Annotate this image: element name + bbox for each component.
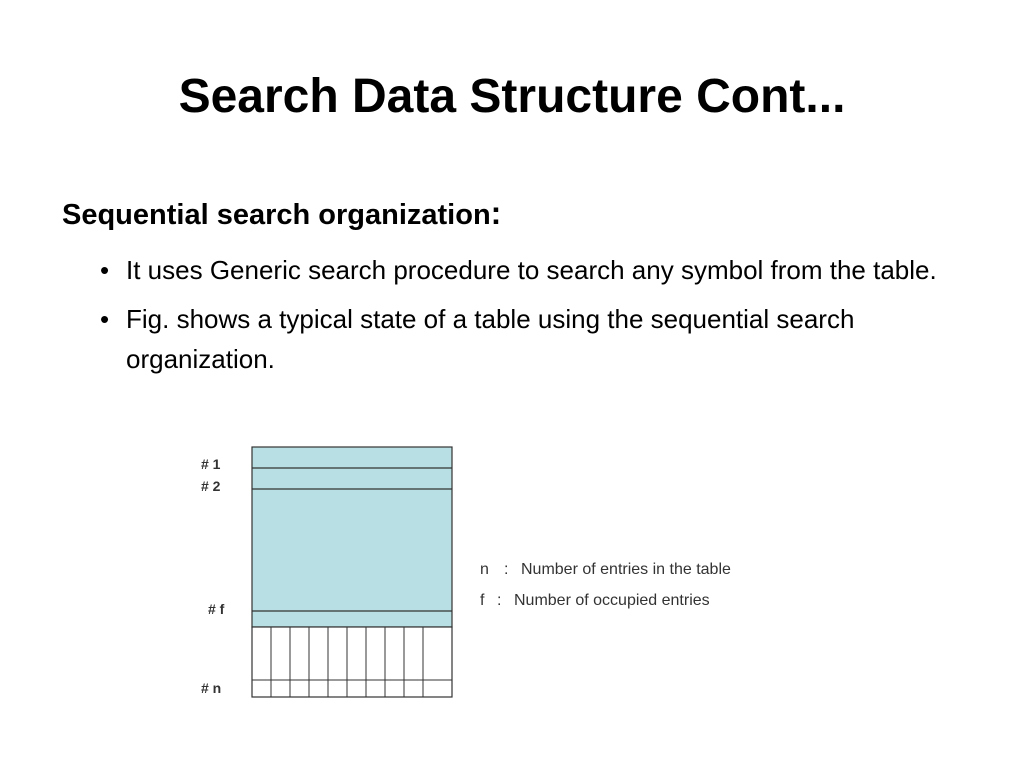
- bullet-icon: •: [100, 255, 110, 285]
- section-heading-colon: :: [490, 195, 502, 231]
- bullet-text: Fig. shows a typical state of a table using the sequential search organization.: [126, 304, 855, 374]
- bullet-list: [100, 250, 980, 388]
- table-diagram: [190, 440, 830, 710]
- legend-text: Number of entries in the table: [521, 561, 731, 578]
- legend-entry-n: [480, 561, 731, 578]
- slide-title: Search Data Structure Cont...: [178, 70, 846, 123]
- section-heading-text: Sequential search organization: [62, 199, 491, 231]
- bullet-text: It uses Generic search procedure to search any symbol from the table.: [126, 255, 937, 285]
- row-label-n: # n: [201, 680, 222, 696]
- legend-key: n: [480, 561, 489, 578]
- legend-text: Number of occupied entries: [514, 592, 710, 609]
- occupied-region: [252, 447, 452, 627]
- row-label-1: # 1: [201, 456, 221, 472]
- empty-region: [252, 627, 452, 697]
- row-label-f: # f: [208, 601, 225, 617]
- legend-key: f: [480, 592, 485, 609]
- row-label-2: # 2: [201, 478, 221, 494]
- sequential-table-figure: [190, 440, 830, 710]
- section-heading: [62, 193, 501, 235]
- legend-separator: :: [504, 561, 509, 578]
- legend-entry-f: [480, 592, 710, 609]
- bullet-icon: •: [100, 304, 110, 334]
- legend-separator: :: [497, 592, 502, 609]
- bullet-item: [100, 250, 980, 290]
- bullet-item: [100, 299, 980, 379]
